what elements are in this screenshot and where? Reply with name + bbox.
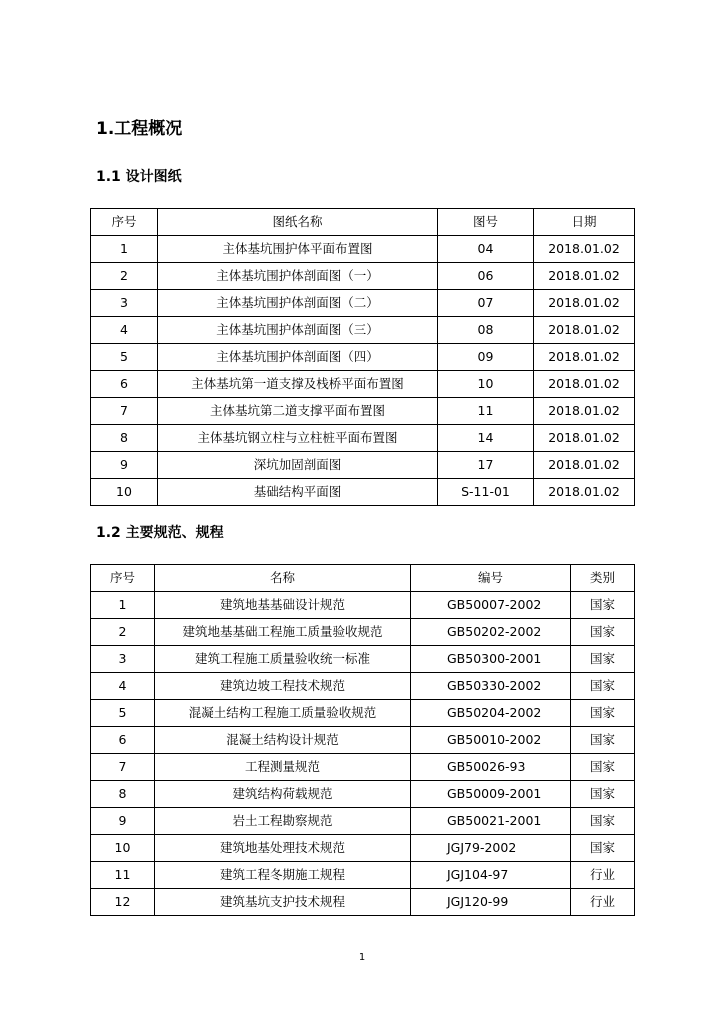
drawing-row (91, 371, 635, 398)
table-cell: 3 (91, 290, 158, 317)
standard-row (91, 673, 635, 700)
table-cell: 建筑地基处理技术规范 (155, 835, 411, 862)
table-cell: 建筑边坡工程技术规范 (155, 673, 411, 700)
table-cell: 5 (91, 344, 158, 371)
table-cell: 12 (91, 889, 155, 916)
column-header: 图纸名称 (158, 209, 438, 236)
drawing-row (91, 452, 635, 479)
table-cell: 建筑工程施工质量验收统一标准 (155, 646, 411, 673)
drawings-table (90, 208, 635, 506)
table-cell: 主体基坑第一道支撑及栈桥平面布置图 (158, 371, 438, 398)
table-cell: 国家 (571, 754, 635, 781)
table-cell: 2018.01.02 (534, 317, 635, 344)
table-cell: 9 (91, 452, 158, 479)
table-cell: S-11-01 (438, 479, 534, 506)
table-cell: 2018.01.02 (534, 479, 635, 506)
standard-row (91, 646, 635, 673)
standard-row (91, 835, 635, 862)
table-cell: 2018.01.02 (534, 452, 635, 479)
table-cell: 5 (91, 700, 155, 727)
table-cell: 国家 (571, 700, 635, 727)
table-cell: GB50330-2002 (411, 673, 571, 700)
standard-row (91, 781, 635, 808)
table-cell: 主体基坑围护体剖面图（三） (158, 317, 438, 344)
table-cell: 主体基坑围护体剖面图（四） (158, 344, 438, 371)
table-cell: 4 (91, 317, 158, 344)
table-cell: 10 (438, 371, 534, 398)
table-cell: 工程测量规范 (155, 754, 411, 781)
table-cell: JGJ79-2002 (411, 835, 571, 862)
table-cell: JGJ120-99 (411, 889, 571, 916)
drawing-row (91, 398, 635, 425)
table-cell: 7 (91, 754, 155, 781)
table-cell: 08 (438, 317, 534, 344)
table-cell: 2 (91, 619, 155, 646)
table-cell: 行业 (571, 889, 635, 916)
table-cell: 2018.01.02 (534, 371, 635, 398)
column-header: 名称 (155, 565, 411, 592)
table-cell: 6 (91, 727, 155, 754)
standard-row (91, 727, 635, 754)
table-cell: 10 (91, 835, 155, 862)
drawing-row (91, 344, 635, 371)
standards-table (90, 564, 635, 916)
table-cell: 2018.01.02 (534, 263, 635, 290)
table-cell: 2018.01.02 (534, 290, 635, 317)
table-cell: 2018.01.02 (534, 236, 635, 263)
table-cell: 国家 (571, 727, 635, 754)
table-cell: GB50204-2002 (411, 700, 571, 727)
table-cell: 建筑结构荷载规范 (155, 781, 411, 808)
table-cell: 8 (91, 781, 155, 808)
table-cell: 17 (438, 452, 534, 479)
table-cell: 09 (438, 344, 534, 371)
column-header: 序号 (91, 565, 155, 592)
table-cell: 深坑加固剖面图 (158, 452, 438, 479)
table-cell: 2 (91, 263, 158, 290)
table-cell: 04 (438, 236, 534, 263)
table-cell: 1 (91, 236, 158, 263)
drawing-row (91, 425, 635, 452)
table-cell: JGJ104-97 (411, 862, 571, 889)
table-cell: 6 (91, 371, 158, 398)
table-cell: GB50007-2002 (411, 592, 571, 619)
drawing-row (91, 290, 635, 317)
column-header: 图号 (438, 209, 534, 236)
table-cell: 建筑工程冬期施工规程 (155, 862, 411, 889)
standard-row (91, 619, 635, 646)
table-cell: 主体基坑围护体平面布置图 (158, 236, 438, 263)
column-header: 序号 (91, 209, 158, 236)
table-cell: 混凝土结构工程施工质量验收规范 (155, 700, 411, 727)
standard-row (91, 754, 635, 781)
table-cell: 8 (91, 425, 158, 452)
table-cell: 主体基坑第二道支撑平面布置图 (158, 398, 438, 425)
table-cell: 混凝土结构设计规范 (155, 727, 411, 754)
table-cell: 06 (438, 263, 534, 290)
standard-row (91, 862, 635, 889)
table-cell: 国家 (571, 619, 635, 646)
table-cell: 行业 (571, 862, 635, 889)
standard-row (91, 889, 635, 916)
standard-row (91, 808, 635, 835)
standard-row (91, 700, 635, 727)
table-cell: 国家 (571, 808, 635, 835)
drawings-heading: 1.1 设计图纸 (96, 169, 182, 185)
table-cell: 主体基坑围护体剖面图（二） (158, 290, 438, 317)
standard-row (91, 592, 635, 619)
drawing-row (91, 479, 635, 506)
drawing-row (91, 236, 635, 263)
column-header: 类别 (571, 565, 635, 592)
table-cell: 岩土工程勘察规范 (155, 808, 411, 835)
table-cell: 10 (91, 479, 158, 506)
table-cell: 2018.01.02 (534, 344, 635, 371)
table-cell: 3 (91, 646, 155, 673)
table-cell: 国家 (571, 646, 635, 673)
column-header: 编号 (411, 565, 571, 592)
table-cell: 主体基坑钢立柱与立柱桩平面布置图 (158, 425, 438, 452)
table-cell: 国家 (571, 835, 635, 862)
table-cell: 主体基坑围护体剖面图（一） (158, 263, 438, 290)
table-cell: 11 (438, 398, 534, 425)
table-cell: GB50202-2002 (411, 619, 571, 646)
table-cell: 国家 (571, 781, 635, 808)
table-cell: GB50009-2001 (411, 781, 571, 808)
table-cell: 2018.01.02 (534, 425, 635, 452)
table-cell: 国家 (571, 592, 635, 619)
table-cell: GB50010-2002 (411, 727, 571, 754)
table-header-row (91, 565, 635, 592)
table-cell: GB50021-2001 (411, 808, 571, 835)
table-cell: 1 (91, 592, 155, 619)
table-cell: 7 (91, 398, 158, 425)
drawing-row (91, 263, 635, 290)
table-cell: 基础结构平面图 (158, 479, 438, 506)
table-cell: 11 (91, 862, 155, 889)
table-cell: 建筑地基基础设计规范 (155, 592, 411, 619)
table-cell: 14 (438, 425, 534, 452)
table-cell: 2018.01.02 (534, 398, 635, 425)
table-cell: 国家 (571, 673, 635, 700)
column-header: 日期 (534, 209, 635, 236)
table-cell: GB50300-2001 (411, 646, 571, 673)
standards-heading: 1.2 主要规范、规程 (96, 525, 224, 541)
table-cell: 9 (91, 808, 155, 835)
drawing-row (91, 317, 635, 344)
table-header-row (91, 209, 635, 236)
page-number: 1 (358, 952, 366, 963)
table-cell: GB50026-93 (411, 754, 571, 781)
section-title: 1.工程概况 (96, 119, 183, 139)
table-cell: 建筑基坑支护技术规程 (155, 889, 411, 916)
table-cell: 07 (438, 290, 534, 317)
table-cell: 4 (91, 673, 155, 700)
table-cell: 建筑地基基础工程施工质量验收规范 (155, 619, 411, 646)
